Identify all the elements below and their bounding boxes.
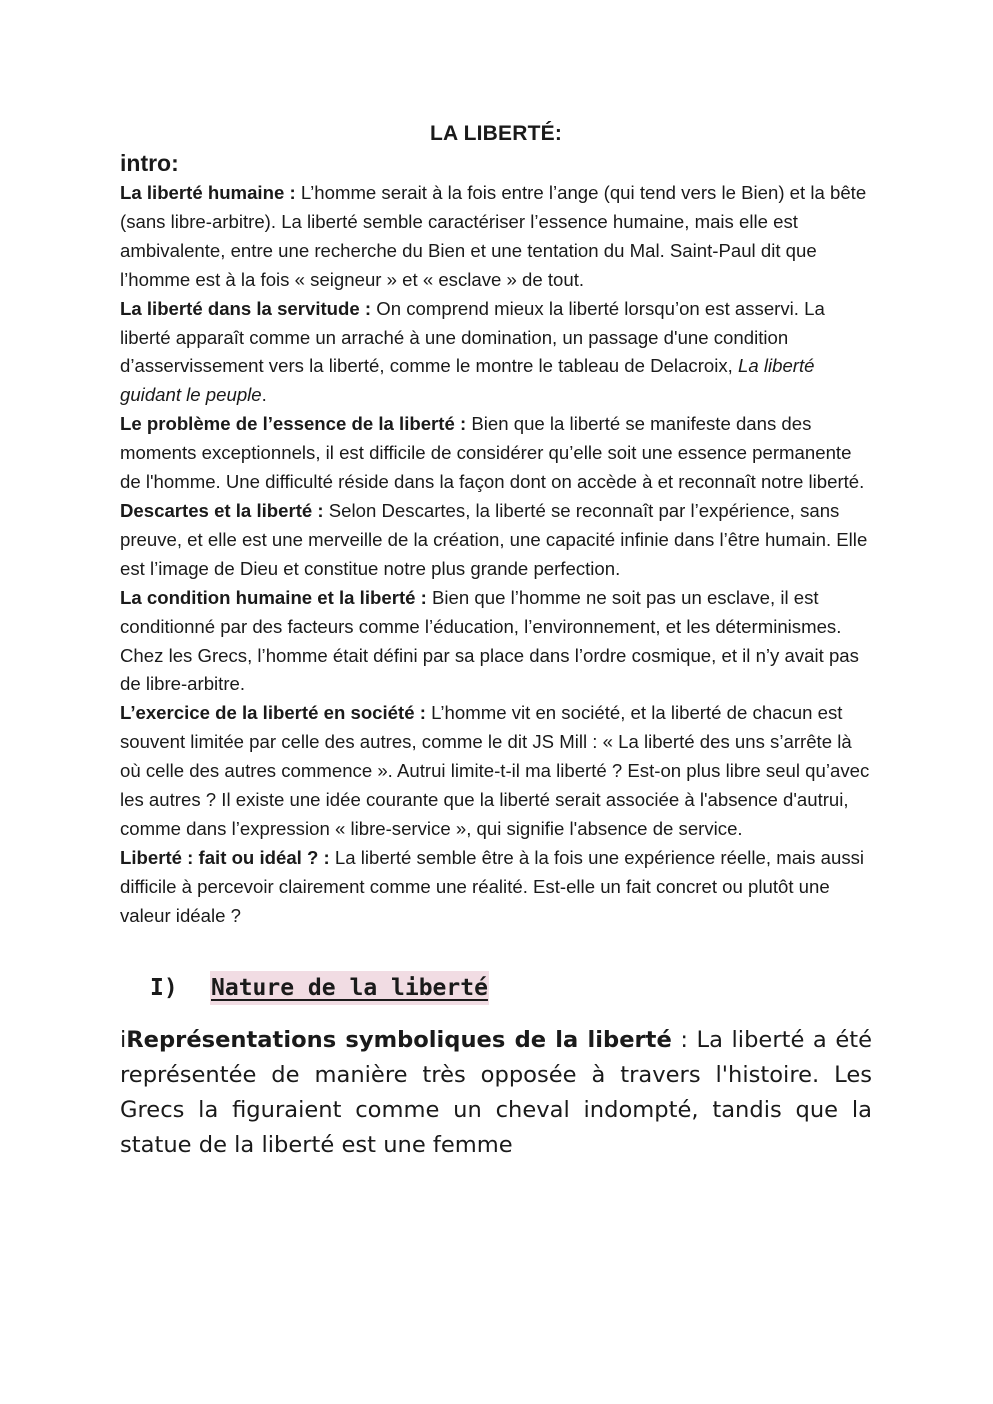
- intro-paragraph: [120, 410, 872, 497]
- paragraph-text: L’homme serait à la fois entre l’ange (qui tend vers le Bien) et la bête (sans libre-arbitre). La liberté semble caractériser l’essence humaine, mais elle est ambivalente, entre une recherche du Bien et une tentation du Mal. Saint-Paul dit que l’homme est à la fois « seigneur » et « esclave » de tout.: [120, 182, 867, 290]
- paragraph-label: Représentations symboliques de la liberté: [126, 1026, 672, 1053]
- paragraph-text: La liberté semble être à la fois une expérience réelle, mais aussi difficile à percevoir clairement comme une réalité. Est-elle un fait concret ou plutôt une valeur idéale ?: [120, 846, 865, 926]
- intro-paragraph: [120, 699, 872, 844]
- paragraph-label: Descartes et la liberté :: [120, 499, 324, 521]
- intro-paragraph: [120, 584, 872, 700]
- body-paragraph: [120, 1023, 872, 1164]
- paragraph-label: Le problème de l’essence de la liberté :: [120, 413, 467, 435]
- section-number: I): [150, 974, 178, 1001]
- intro-paragraph: [120, 844, 872, 931]
- section-heading: [150, 971, 872, 1005]
- paragraph-text: L’homme vit en société, et la liberté de chacun est souvent limitée par celle des autres, comme le dit JS Mill : « La liberté des uns s’arrête là où celle des autres commence ». Autrui limite-t-il ma liberté ? Est-on plus libre seul qu’avec les autres ? Il existe une idée courante que la liberté serait associée à l'absence d'autrui, comme dans l’expression « libre-service », qui signifie l'absence de service.: [120, 702, 870, 839]
- paragraph-text: On comprend mieux la liberté lorsqu’on est asservi. La liberté apparaît comme un arraché à une domination, un passage d'une condition d’asservissement vers la liberté, comme le montre le tableau de Delacroix,: [120, 297, 825, 377]
- paragraph-label: La condition humaine et la liberté :: [120, 586, 427, 608]
- paragraph-prefix: i: [120, 1026, 127, 1053]
- intro-paragraph: [120, 497, 872, 584]
- paragraph-text: : La liberté a été représentée de manière très opposée à travers l'histoire. Les Grecs la figuraient comme un cheval indompté, tandis que la statue de la liberté est une femme: [120, 1026, 872, 1159]
- intro-paragraph: [120, 179, 872, 295]
- paragraph-text-end: .: [261, 384, 267, 406]
- document-title: LA LIBERTÉ:: [429, 122, 563, 145]
- paragraph-text: Bien que l’homme ne soit pas un esclave, il est conditionné par des facteurs comme l’éducation, l’environnement, et les déterminismes. Chez les Grecs, l’homme était défini par sa place dans l’ordre cosmique, et il n’y avait pas de libre-arbitre.: [120, 586, 859, 695]
- paragraph-label: La liberté dans la servitude :: [120, 297, 372, 319]
- paragraph-text: Selon Descartes, la liberté se reconnaît par l’expérience, sans preuve, et elle est une merveille de la création, une capacité infinie dans l’être humain. Elle est l’image de Dieu et constitue notre plus grande perfection.: [120, 499, 868, 579]
- paragraph-label: L’exercice de la liberté en société :: [120, 702, 426, 724]
- paragraph-label: La liberté humaine :: [120, 182, 296, 203]
- paragraph-text: Bien que la liberté se manifeste dans des moments exceptionnels, il est difficile de considérer qu’elle soit une essence permanente de l'homme. Une difficulté réside dans la façon dont on accède à et reconnaît notre liberté.: [120, 413, 865, 493]
- intro-heading: intro:: [120, 150, 179, 176]
- paragraph-label: Liberté : fait ou idéal ? :: [120, 846, 330, 868]
- intro-paragraph: [120, 295, 872, 411]
- section-title: Nature de la liberté: [210, 971, 489, 1005]
- painting-title: La liberté guidant le peuple: [120, 355, 815, 406]
- document-content: [120, 122, 872, 1164]
